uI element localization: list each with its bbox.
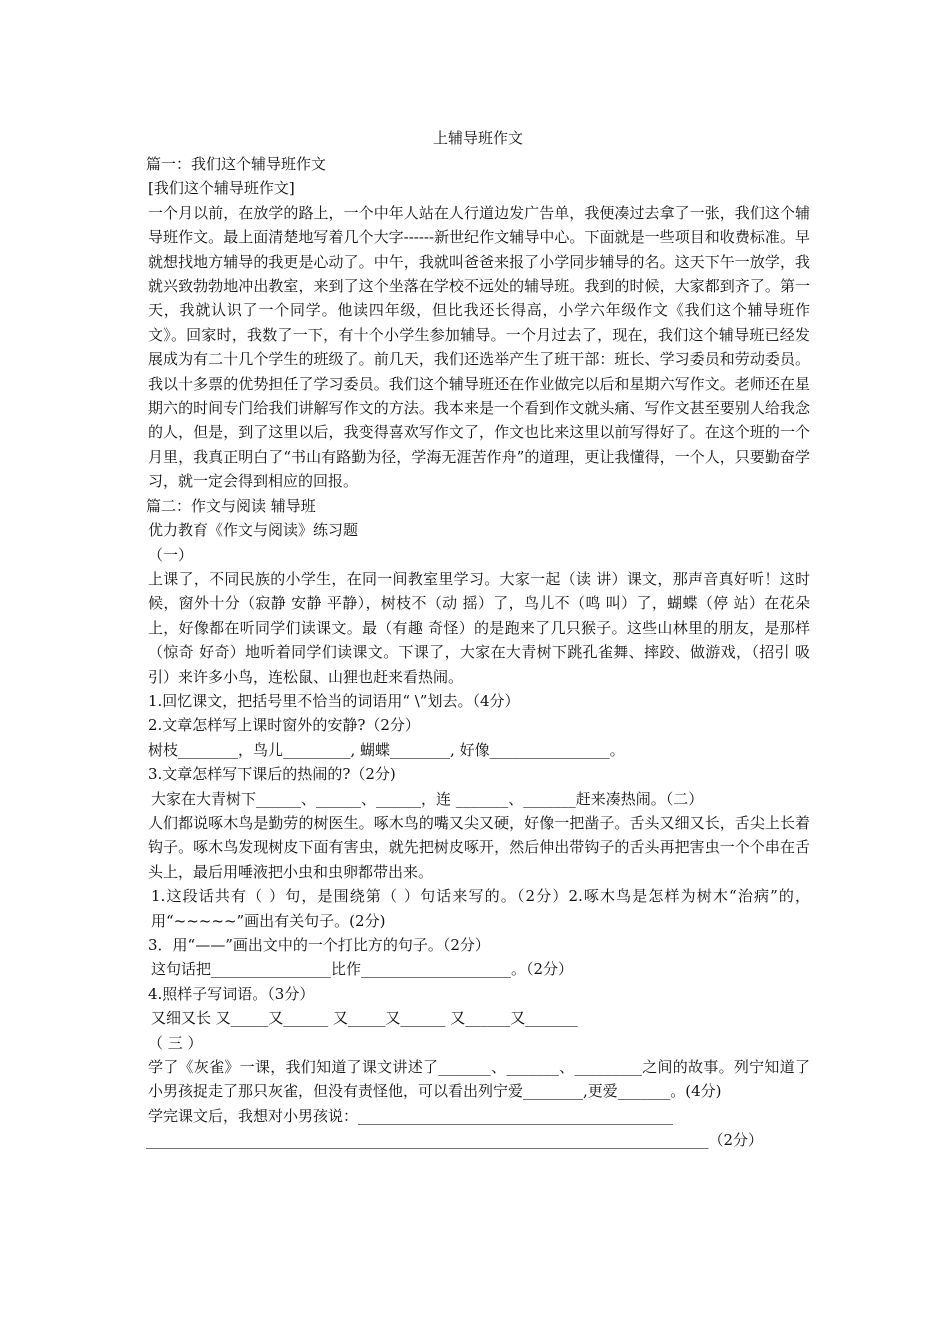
question-2-3: 3．用“——”画出文中的一个打比方的句子。（2分） <box>148 936 490 954</box>
document-title: 上辅导班作文 <box>432 129 523 147</box>
section-three-label: （ 三 ） <box>148 1033 203 1052</box>
essay-paragraph: 一个月以前，在放学的路上，一个中年人站在人行道边发广告单，我便凑过去拿了一张，我们这个辅导班作文。最上面清楚地写着几个大字------新世纪作文辅导中心。下面就是一些项目和收费标准。早就想找地方辅导的我更是心动了。中午，我就叫爸爸来报了小学同步辅导的名。这天下午一放学，我就兴致勃勃地冲出教室，来到了这个坐落在学校不远处的辅导班。我到的时候，大家都到齐了。第一天，我就认识了一个同学。他读四年级，但比我还长得高，小学六年级作文《我们这个辅导班作文》。回家时，我数了一下，有十个小学生参加辅导。一个月过去了，现在，我们这个辅导班已经发展成为有二十几个学生的班级了。前几天，我们还选举产生了班干部：班长、学习委员和劳动委员。我以十多票的优势担任了学习委员。我们这个辅导班还在作业做完以后和星期六写作文。老师还在星期六的时间专门给我们讲解写作文的方法。我本来是一个看到作文就头痛、写作文甚至要别人给我念的人，但是，到了这里以后，我变得喜欢写作文了，作文也比来这里以前写得好了。在这个班的一个月里，我真正明白了“书山有路勤为径，学海无涯苦作舟”的道理，更让我懂得，一个人，只要勤奋学习，就一定会得到相应的回报。 <box>148 203 810 491</box>
answer-line-1-2: 树枝________，鸟儿_________, 蝴蝶________, 好像________________。 <box>148 740 625 759</box>
heading-part-two: 篇二：作文与阅读 辅导班 <box>146 496 316 515</box>
heading-part-one: 篇一：我们这个辅导班作文 <box>146 155 327 173</box>
answer-line-2-3: 这句话把________________比作____________________。（2分） <box>151 960 574 979</box>
document-page <box>146 126 810 1153</box>
answer-line-1-3: 大家在大青树下______、______、______，连 _______、_______赶来凑热闹。（二） <box>151 789 704 808</box>
passage-two: 人们都说啄木鸟是勤劳的树医生。啄木鸟的嘴又尖又硬，好像一把凿子。舌头又细又长，舌尖上长着钩子。啄木鸟发现树皮下面有害虫，就先把树皮啄开，然后伸出带钩子的舌头再把害虫一个个串在舌头上，最后用唾液把小虫和虫卵都带出来。 <box>148 813 810 881</box>
exercise-title: 优力教育《作文与阅读》练习题 <box>148 521 359 540</box>
question-1-3: 3.文章怎样写下课后的热闹的?（2分) <box>148 765 396 784</box>
subheading-part-one: [我们这个辅导班作文] <box>148 179 295 198</box>
answer-line-2-4: 又细又长 又_____又______ 又_____又______ 又______又_______ <box>151 1009 578 1028</box>
question-1-2: 2.文章怎样写上课时窗外的安静?（2分） <box>148 716 420 735</box>
question-2-4: 4.照样子写词语。（3分） <box>148 984 315 1003</box>
passage-three: 学了《灰雀》一课，我们知道了课文讲述了_______、_______、_________之间的故事。列宁知道了小男孩捉走了那只灰雀，但没有责怪他，可以看出列宁爱________,更爱_______。(4分) <box>148 1058 810 1101</box>
question-1-1: 1.回忆课文，把括号里不恰当的词语用“ \”划去。（4分） <box>148 691 520 710</box>
question-3-prompt: 学完课文后，我想对小男孩说：__________________________________________ <box>148 1106 674 1125</box>
section-one-label: （一） <box>148 545 194 564</box>
passage-one: 上课了，不同民族的小学生，在同一间教室里学习。大家一起（读 讲）课文，那声音真好听！这时候，窗外十分（寂静 安静 平静），树枝不（动 摇）了，鸟儿不（鸣 叫）了，蝴蝶（停 站）在花朵上，好像都在听同学们读课文。最（有趣 奇怪）的是跑来了几只猴子。这些山林里的朋友，是那样（惊奇 好奇）地听着同学们读课文。下课了，大家在大青树下跳孔雀舞、摔跤、做游戏，（招引 吸引）来许多小鸟，连松鼠、山狸也赶来看热闹。 <box>148 569 810 686</box>
answer-line-3: ___________________________________________________________________________（2分） <box>146 1131 764 1150</box>
question-2-1-2: 1.这段话共有（ ）句，是围绕第（ ）句话来写的。（2分）2.啄木鸟是怎样为树木“治病”的，用“~~~~~”画出有关句子。(2分) <box>151 887 810 930</box>
